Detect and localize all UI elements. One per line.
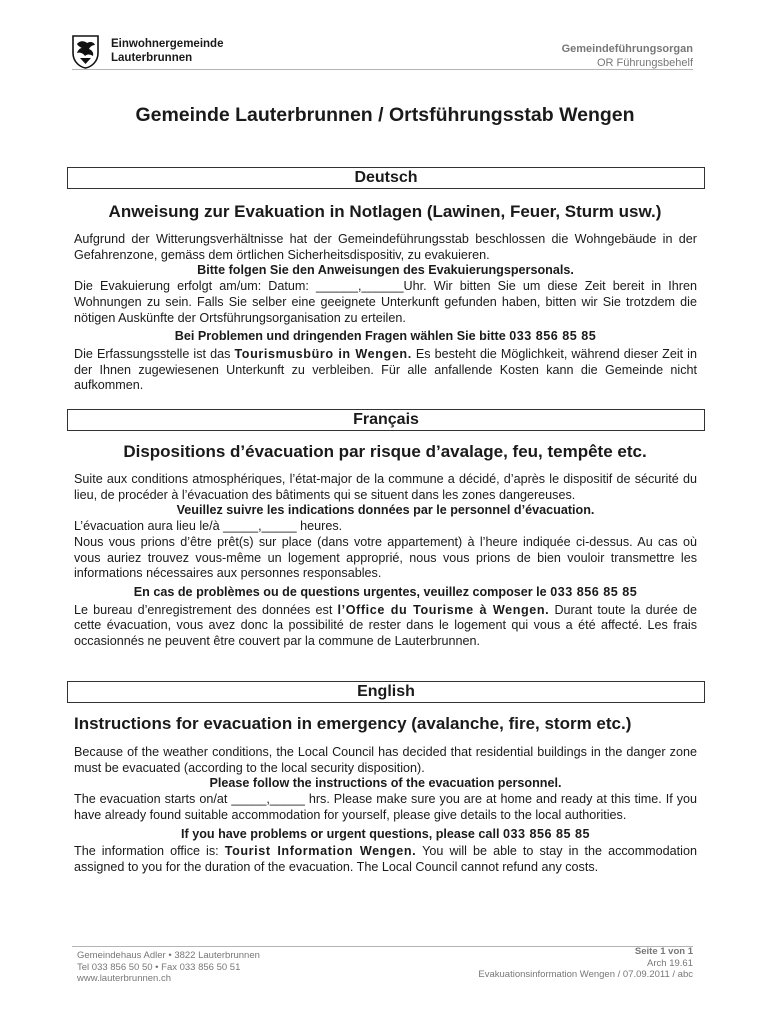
- francais-office-name: l’Office du Tourisme à Wengen.: [337, 602, 550, 617]
- page-title: Gemeinde Lauterbrunnen / Ortsführungsstab Wengen: [135, 104, 635, 126]
- english-contact-text: If you have problems or urgent questions, please call: [181, 826, 503, 841]
- english-p5-pre: The information office is:: [74, 844, 225, 859]
- header-organization: [111, 37, 223, 65]
- header-org-line2: Lauterbrunnen: [111, 52, 193, 64]
- english-paragraph-3: The evacuation starts on/at _____,_____ hrs. Please make sure you are at home and ready at this time. If you have already found suitable accommodation for yourself, please give details to the local authorities.: [74, 792, 697, 822]
- francais-instruction: Veuillez suivre les indications données par le personnel d’évacuation.: [176, 503, 595, 518]
- deutsch-p5-pre: Die Erfassungsstelle ist das: [74, 346, 235, 361]
- english-paragraph-1: Because of the weather conditions, the Local Council has decided that residential buildings in the danger zone must be evacuated (according to the local security disposition).: [74, 745, 697, 775]
- header-right-line1: Gemeindeführungsorgan: [561, 43, 693, 55]
- english-paragraph-5: [74, 844, 697, 875]
- deutsch-paragraph-3: Die Evakuierung erfolgt am/um: Datum: ______,______Uhr. Wir bitten Sie um diese Zeit bereit in Ihren Wohnungen zu sein. Falls Sie selber eine geeignete Unterkunft gefunden haben, bitten wir Sie trotzdem die nötigen Auskünfte der Ortsführungsorganisation zu erteilen.: [74, 279, 697, 325]
- heading-deutsch: Anweisung zur Evakuation in Notlagen (Lawinen, Feuer, Sturm usw.): [108, 202, 662, 221]
- english-p5-post: You will be able to stay in the accommodation assigned to you for the duration of the evacuation. The Local Council cannot refund any costs.: [74, 844, 697, 874]
- francais-phone-number: 033 856 85 85: [550, 584, 638, 599]
- section-label-francais: Français: [67, 409, 705, 431]
- footer-page-info: [478, 946, 693, 981]
- footer-page-number: Seite 1 von 1: [634, 946, 693, 957]
- footer-archive-ref: Arch 19.61: [647, 957, 693, 969]
- english-instruction: Please follow the instructions of the evacuation personnel.: [209, 776, 562, 791]
- footer-website: www.lauterbrunnen.ch: [77, 973, 171, 984]
- header-right-block: [562, 43, 693, 70]
- body-deutsch: [74, 232, 697, 394]
- body-francais: [74, 472, 697, 650]
- deutsch-contact-line: [74, 329, 697, 345]
- francais-contact-line: [74, 585, 697, 601]
- heading-english: Instructions for evacuation in emergency (avalanche, fire, storm etc.): [74, 714, 632, 733]
- deutsch-p5-post: Es besteht die Möglichkeit, während dieser Zeit in der Ihnen zugewiesenen Unterkunft zu verbleiben. Für alle anfallende Kosten kann die Gemeinde nicht aufkommen.: [74, 346, 697, 393]
- coat-of-arms-logo: [72, 35, 99, 69]
- deutsch-phone-number: 033 856 85 85: [509, 329, 597, 344]
- english-contact-line: [74, 827, 697, 843]
- francais-paragraph-1: Suite aux conditions atmosphériques, l’état-major de la commune a décidé, d’après le dispositif de sécurité du lieu, de procéder à l’évacuation des bâtiments qui se situent dans les zones dangereuses.: [74, 472, 697, 502]
- footer-document-ref: Evakuationsinformation Wengen / 07.09.2011 / abc: [478, 969, 693, 980]
- deutsch-office-name: Tourismusbüro in Wengen.: [234, 346, 412, 361]
- footer-address-line1: Gemeindehaus Adler • 3822 Lauterbrunnen: [77, 950, 260, 961]
- section-label-english: English: [67, 681, 705, 703]
- heading-francais: Dispositions d’évacuation par risque d’avalage, feu, tempête etc.: [123, 442, 647, 461]
- english-phone-number: 033 856 85 85: [502, 826, 590, 841]
- francais-contact-text: En cas de problèmes ou de questions urgentes, veuillez composer le: [133, 584, 551, 599]
- body-english: [74, 745, 697, 876]
- footer-address: [77, 950, 260, 985]
- footer-phone-fax: Tel 033 856 50 50 • Fax 033 856 50 51: [77, 961, 241, 973]
- header-org-line1: Einwohnergemeinde: [111, 38, 224, 50]
- section-label-deutsch: Deutsch: [67, 167, 705, 189]
- header-divider: [72, 69, 693, 70]
- deutsch-contact-text: Bei Problemen und dringenden Fragen wählen Sie bitte: [174, 329, 510, 344]
- deutsch-paragraph-5: [74, 347, 697, 394]
- francais-paragraph-6: [74, 603, 697, 650]
- francais-paragraph-3: L’évacuation aura lieu le/à _____,_____ heures.: [74, 519, 343, 534]
- deutsch-instruction: Bitte folgen Sie den Anweisungen des Evakuierungspersonals.: [197, 263, 574, 278]
- english-office-name: Tourist Information Wengen.: [224, 844, 417, 859]
- francais-paragraph-4: Nous vous prions d’être prêt(s) sur place (dans votre appartement) à l’heure indiquée ci-dessus. Au cas où vous auriez trouvez vous-même un logement approprié, nous vous prions de bien vouloir transmettre les informations nécessaires aux personnes responsables.: [74, 534, 697, 581]
- francais-p6-post: Durant toute la durée de cette évacuation, vous avez donc la possibilité de rester dans le logement qui vous a été affecté. Les frais occasionnés ne peuvent être couvert par la commune de Lauterbrunnen.: [74, 602, 697, 649]
- deutsch-paragraph-1: Aufgrund der Witterungsverhältnisse hat der Gemeindeführungsstab beschlossen die Wohngebäude in der Gefahrenzone, gemäss dem örtlichen Sicherheitsdispositiv, zu evakuieren.: [74, 232, 697, 262]
- header-right-line2: OR Führungsbehelf: [597, 56, 693, 69]
- francais-p6-pre: Le bureau d’enregistrement des données est: [74, 602, 338, 617]
